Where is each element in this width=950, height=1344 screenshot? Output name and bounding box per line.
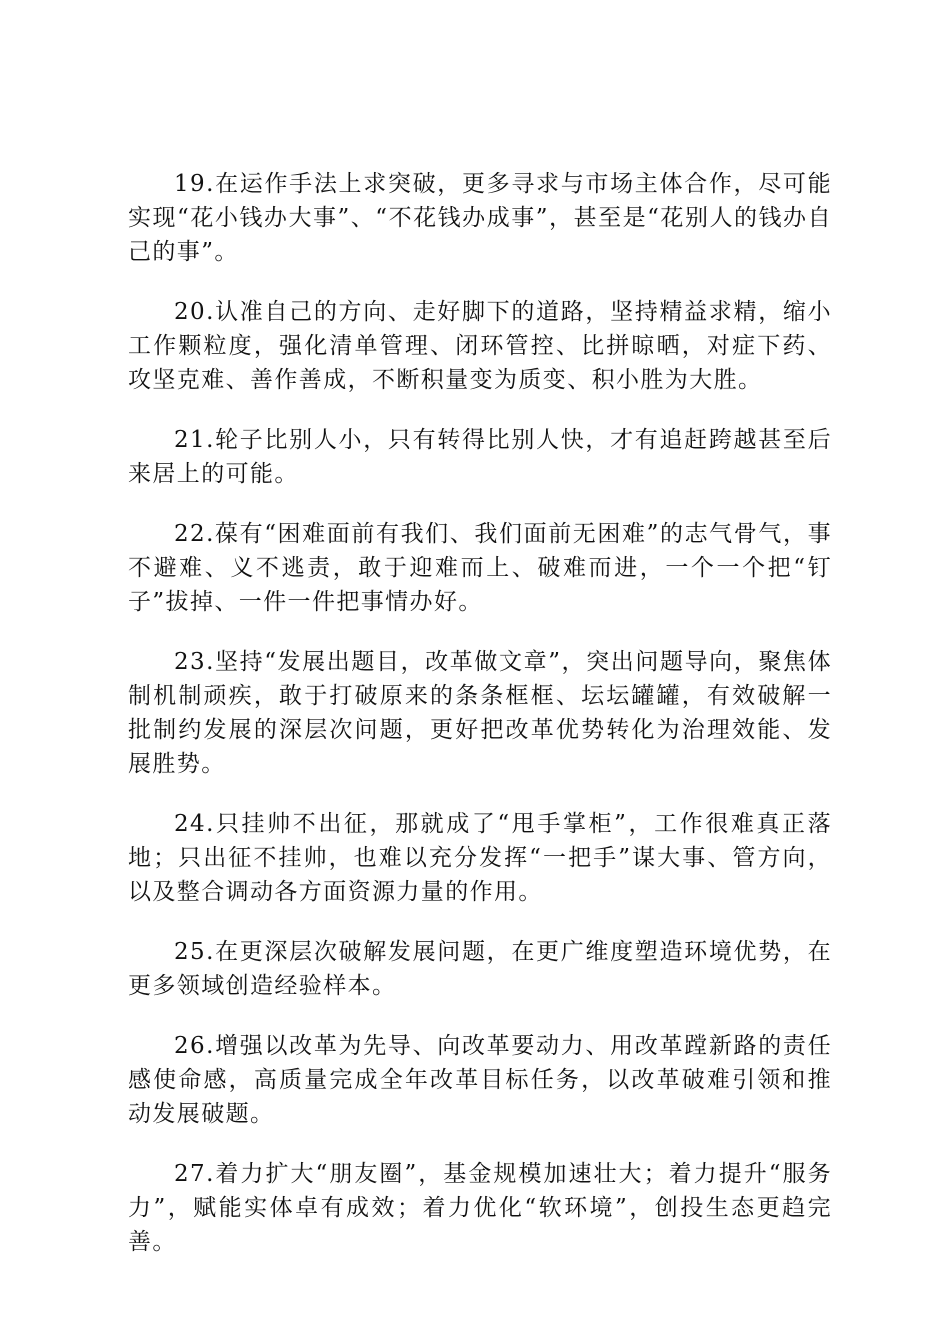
paragraph-24: 24.只挂帅不出征，那就成了“甩手掌柜”，工作很难真正落地；只出征不挂帅，也难以充分发挥“一把手”谋大事、管方向，以及整合调动各方面资源力量的作用。 [128,811,832,905]
paragraph-26: 26.增强以改革为先导、向改革要动力、用改革蹚新路的责任感使命感，高质量完成全年改革目标任务，以改革破难引领和推动发展破题。 [128,1033,832,1127]
paragraph-22: 22.葆有“困难面前有我们、我们面前无困难”的志气骨气，事不避难、义不逃责，敢于迎难而上、破难而进，一个一个把“钉子”拔掉、一件一件把事情办好。 [128,521,832,615]
document-page [128,167,832,1285]
paragraph-23: 23.坚持“发展出题目，改革做文章”，突出问题导向，聚焦体制机制顽疾，敢于打破原来的条条框框、坛坛罐罐，有效破解一批制约发展的深层次问题，更好把改革优势转化为治理效能、发展胜势。 [128,649,832,777]
paragraph-20: 20.认准自己的方向、走好脚下的道路，坚持精益求精，缩小工作颗粒度，强化清单管理、闭环管控、比拼晾晒，对症下药、攻坚克难、善作善成，不断积量变为质变、积小胜为大胜。 [128,299,832,393]
paragraph-21: 21.轮子比别人小，只有转得比别人快，才有追赶跨越甚至后来居上的可能。 [128,427,832,487]
paragraph-25: 25.在更深层次破解发展问题，在更广维度塑造环境优势，在更多领域创造经验样本。 [128,939,832,999]
paragraph-19: 19.在运作手法上求突破，更多寻求与市场主体合作，尽可能实现“花小钱办大事”、“不花钱办成事”，甚至是“花别人的钱办自己的事”。 [128,171,832,265]
paragraph-27: 27.着力扩大“朋友圈”，基金规模加速壮大；着力提升“服务力”，赋能实体卓有成效；着力优化“软环境”，创投生态更趋完善。 [128,1161,832,1255]
